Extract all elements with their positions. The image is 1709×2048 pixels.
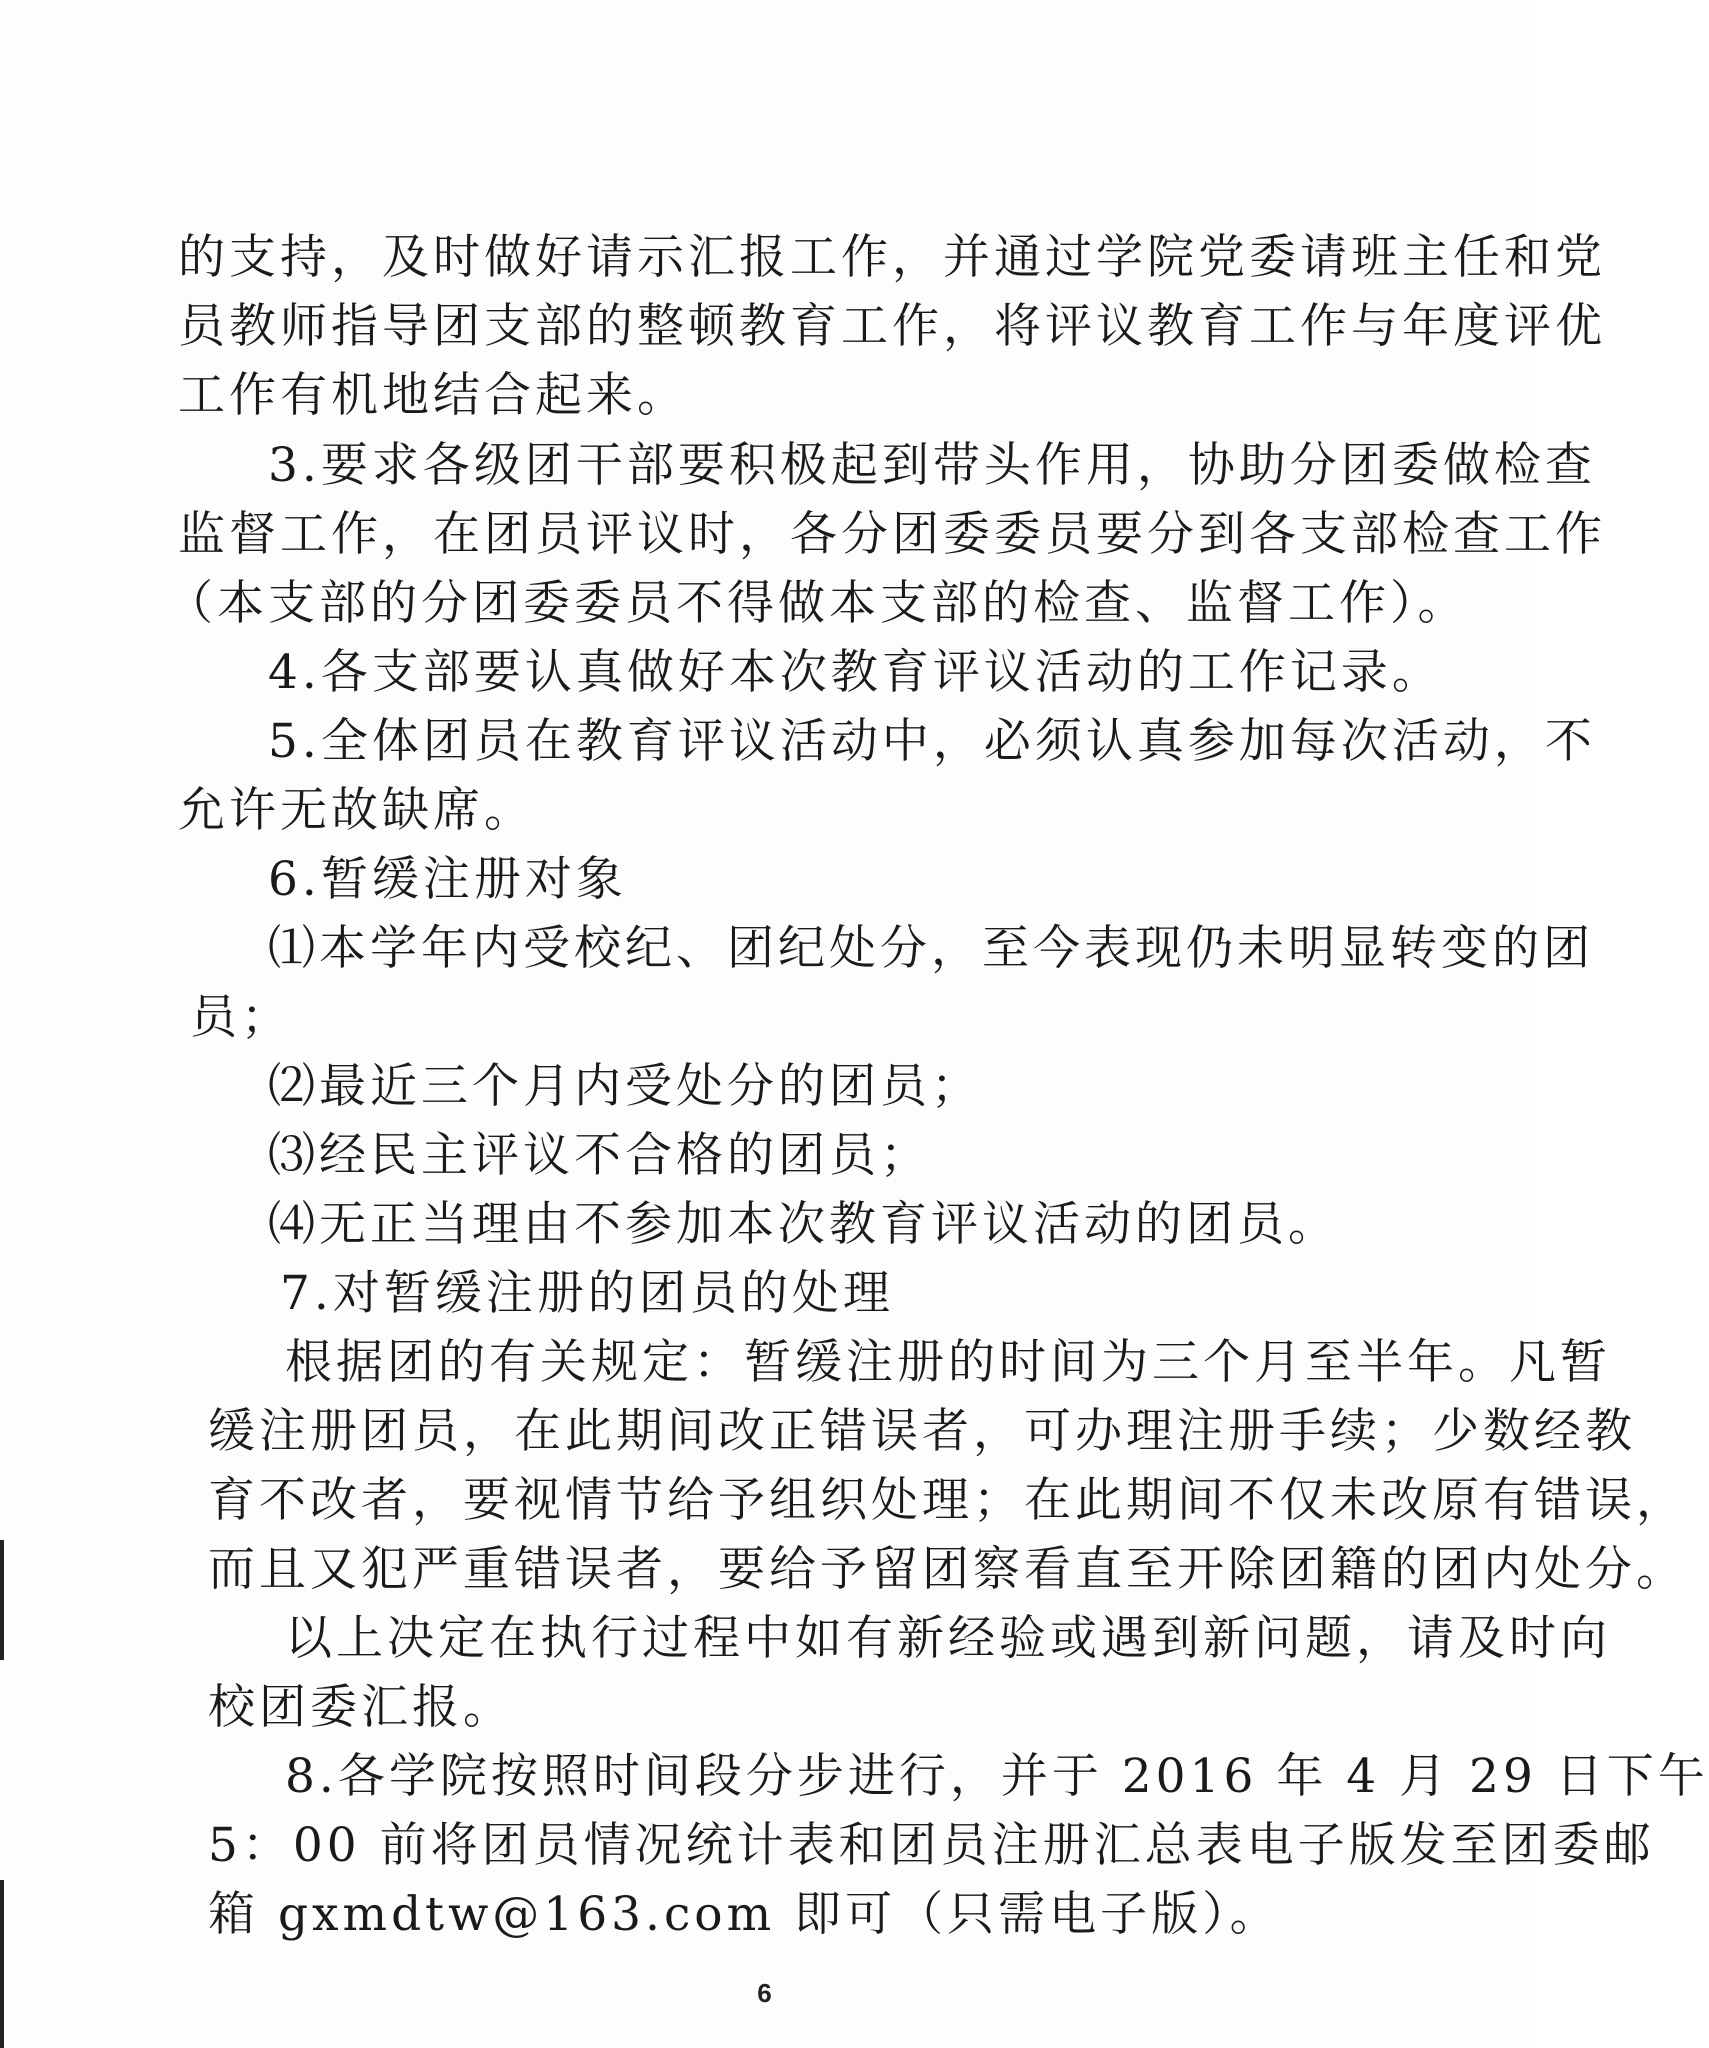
scan-edge-mark: [0, 1540, 4, 1660]
text-line: 5：00 前将团员情况统计表和团员注册汇总表电子版发至团委邮: [208, 1818, 1655, 1873]
text-line: ⑷无正当理由不参加本次教育评议活动的团员。: [268, 1197, 1339, 1252]
text-line: 4.各支部要认真做好本次教育评议活动的工作记录。: [268, 645, 1443, 700]
text-line: ⑵最近三个月内受处分的团员；: [268, 1059, 982, 1114]
scan-edge-mark: [0, 1880, 4, 2048]
text-line: 根据团的有关规定：暂缓注册的时间为三个月至半年。凡暂: [285, 1335, 1611, 1390]
text-line: ⑴本学年内受校纪、团纪处分，至今表现仍未明显转变的团: [268, 921, 1594, 976]
text-line: 而且又犯严重错误者，要给予留团察看直至开除团籍的团内处分。: [208, 1542, 1687, 1597]
text-line: 育不改者，要视情节给予组织处理；在此期间不仅未改原有错误，: [208, 1473, 1687, 1528]
text-line: 的支持，及时做好请示汇报工作，并通过学院党委请班主任和党: [178, 230, 1606, 285]
text-line: 允许无故缺席。: [178, 783, 535, 838]
text-line: 6.暂缓注册对象: [268, 852, 627, 907]
text-line: 员；: [190, 990, 292, 1045]
text-line: 5.全体团员在教育评议活动中，必须认真参加每次活动，不: [268, 714, 1596, 769]
text-line: 箱 gxmdtw@163.com 即可（只需电子版）。: [208, 1887, 1281, 1942]
text-line: 8.各学院按照时间段分步进行，并于 2016 年 4 月 29 日下午: [285, 1749, 1709, 1804]
text-line: （本支部的分团委委员不得做本支部的检查、监督工作）。: [166, 576, 1469, 631]
text-line: ⑶经民主评议不合格的团员；: [268, 1128, 931, 1183]
page-number: 6: [757, 1978, 772, 2008]
text-line: 7.对暂缓注册的团员的处理: [280, 1266, 894, 1321]
text-line: 校团委汇报。: [208, 1680, 514, 1735]
text-line: 3.要求各级团干部要积极起到带头作用，协助分团委做检查: [268, 438, 1596, 493]
text-line: 监督工作，在团员评议时，各分团委委员要分到各支部检查工作: [178, 507, 1606, 562]
text-line: 工作有机地结合起来。: [178, 368, 688, 423]
text-line: 以上决定在执行过程中如有新经验或遇到新问题，请及时向: [285, 1611, 1611, 1666]
text-line: 缓注册团员，在此期间改正错误者，可办理注册手续；少数经教: [208, 1404, 1636, 1459]
text-line: 员教师指导团支部的整顿教育工作，将评议教育工作与年度评优: [178, 299, 1606, 354]
